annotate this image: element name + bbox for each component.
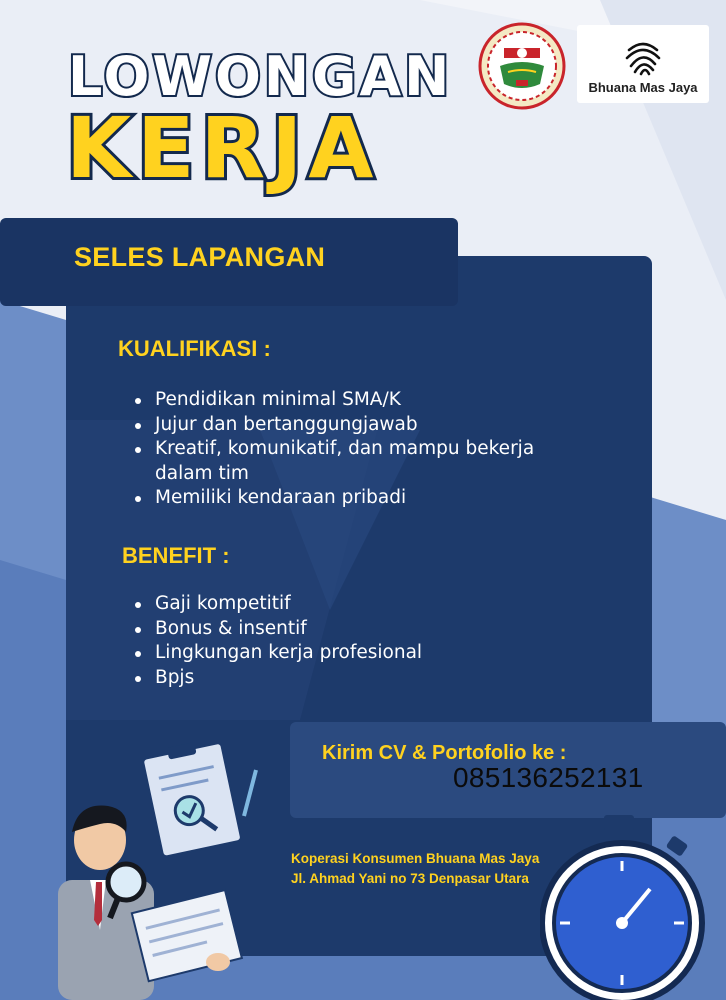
- qualifications-heading: KUALIFIKASI :: [118, 336, 271, 361]
- benefits-list: [133, 592, 563, 690]
- title-kerja: KERJA: [66, 99, 380, 197]
- list-item: Pendidikan minimal SMA/K: [133, 388, 563, 413]
- recruiter-illustration: [30, 740, 270, 1000]
- list-item-continuation: dalam tim: [155, 462, 249, 484]
- title-lowongan: LOWONGAN: [68, 45, 453, 108]
- list-item: Kreatif, komunikatif, dan mampu bekerja: [133, 437, 563, 462]
- list-item: Memiliki kendaraan pribadi: [133, 486, 563, 511]
- qualifications-list: [133, 388, 563, 511]
- stopwatch-icon: [540, 815, 726, 1000]
- company-name: Koperasi Konsumen Bhuana Mas Jaya: [291, 851, 540, 866]
- company-address: Jl. Ahmad Yani no 73 Denpasar Utara: [291, 871, 529, 886]
- brand-logo-box: [577, 25, 709, 103]
- job-position: SELES LAPANGAN: [74, 242, 326, 272]
- send-cv-label: Kirim CV & Portofolio ke :: [322, 742, 567, 764]
- list-item: Lingkungan kerja profesional: [133, 641, 563, 666]
- list-item: Bpjs: [133, 666, 563, 691]
- benefits-heading: BENEFIT :: [122, 543, 230, 568]
- list-item: Gaji kompetitif: [133, 592, 563, 617]
- brand-name: Bhuana Mas Jaya: [588, 80, 698, 95]
- list-item: Jujur dan bertanggungjawab: [133, 413, 563, 438]
- fingerprint-logo: [623, 36, 663, 76]
- list-item: Bonus & insentif: [133, 617, 563, 642]
- phone-number: 085136252131: [453, 762, 644, 793]
- cooperative-seal-logo: [478, 22, 566, 110]
